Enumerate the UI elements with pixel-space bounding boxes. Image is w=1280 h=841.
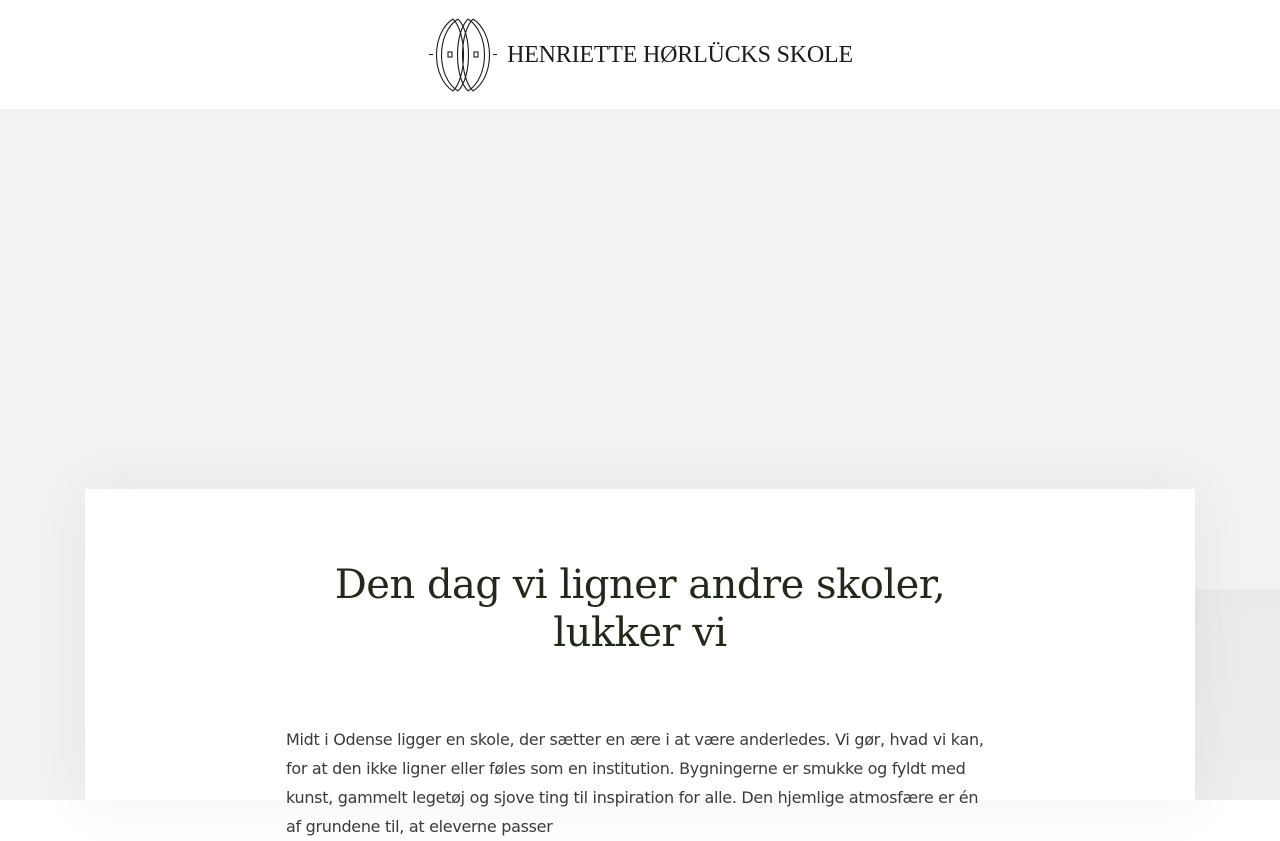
site-header — [0, 0, 1280, 109]
hero-background-shade — [1195, 589, 1280, 800]
home-logo-link[interactable] — [427, 17, 853, 93]
page-title: Den dag vi ligner andre skoler, lukker vi — [334, 562, 946, 656]
school-name: HENRIETTE HØRLÜCKS SKOLE — [507, 42, 853, 68]
school-monogram-emblem-icon — [427, 17, 499, 93]
intro-card — [85, 489, 1195, 836]
intro-paragraph: Midt i Odense ligger en skole, der sætter en ære i at være anderledes. Vi gør, hvad vi kan, for at den ikke ligner eller føles som en institution. Bygningerne er smukke og fyldt med kunst, gammelt legetøj og sjove ting til inspiration for alle. Den hjemlige atmosfære er én af grundene til, at eleverne passer — [286, 730, 984, 836]
